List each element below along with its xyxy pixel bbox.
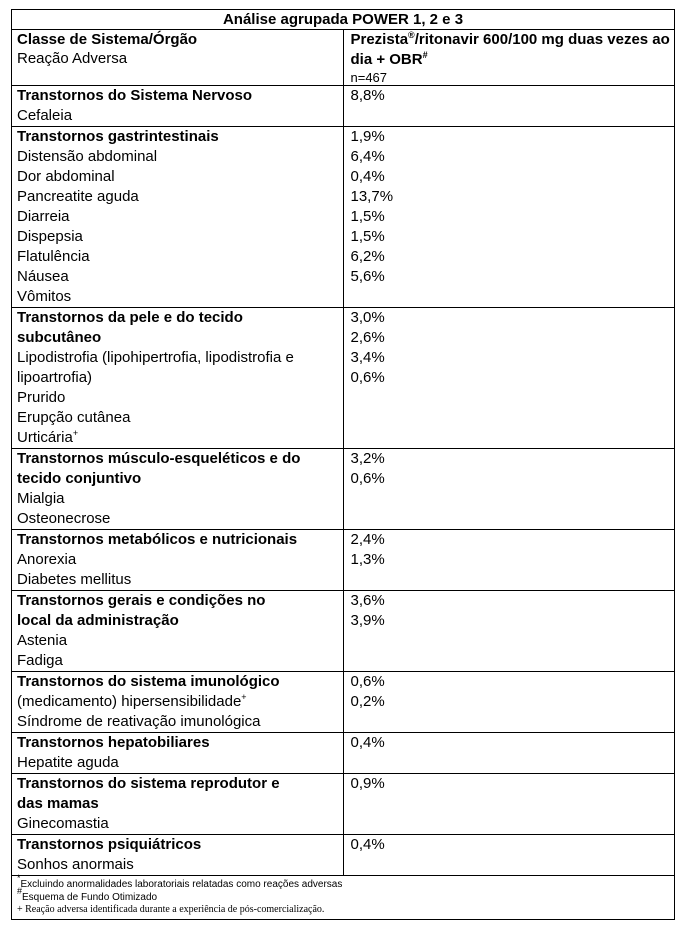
category-title: Transtornos gerais e condições no	[17, 592, 266, 609]
category-group-row	[12, 835, 675, 876]
category-title: Transtornos gastrintestinais	[17, 128, 219, 145]
reaction-value: 2,4%	[350, 531, 385, 548]
reaction-value: 6,4%	[350, 148, 385, 165]
reaction-value: 0,6%	[350, 369, 385, 386]
reaction-name-line: Náusea	[17, 268, 69, 285]
reaction-name	[17, 550, 343, 570]
reaction-value: 8,8%	[350, 87, 385, 104]
value-cell	[343, 530, 675, 591]
plus-mark: +	[241, 692, 247, 702]
reaction-name	[17, 855, 343, 875]
category-cell	[12, 774, 344, 835]
category-title: Transtornos músculo-esqueléticos e do	[17, 450, 301, 467]
category-title: local da administração	[17, 612, 179, 629]
category-title: das mamas	[17, 795, 99, 812]
header-drug-label	[351, 31, 670, 68]
header-drug-name: Prezista	[350, 31, 409, 48]
footnote-line	[17, 886, 674, 904]
category-title: Transtornos do sistema reprodutor e	[17, 775, 280, 792]
reaction-name-line: Diarreia	[17, 208, 70, 225]
reaction-name	[17, 227, 343, 247]
reaction-name-line: lipoartrofia)	[17, 369, 93, 386]
category-cell	[12, 308, 344, 449]
table-title: Análise agrupada POWER 1, 2 e 3	[12, 10, 675, 30]
category-title: Transtornos do Sistema Nervoso	[17, 87, 253, 104]
header-col2	[343, 30, 675, 86]
reaction-name-line: Dor abdominal	[17, 168, 115, 185]
reaction-name	[17, 753, 343, 773]
category-group-row	[12, 733, 675, 774]
reaction-name-line: Mialgia	[17, 490, 65, 507]
footnotes-cell	[12, 873, 675, 920]
reaction-name	[17, 388, 343, 408]
category-group-row	[12, 449, 675, 530]
reaction-name	[17, 187, 343, 207]
reaction-name	[17, 489, 343, 509]
plus-mark: +	[72, 428, 79, 438]
reaction-value: 0,4%	[350, 168, 385, 185]
category-cell	[12, 591, 344, 672]
header-reaction-label: Reação Adversa	[17, 50, 128, 67]
reaction-name-line: Erupção cutânea	[17, 409, 131, 426]
reaction-name-line: Hepatite aguda	[17, 754, 119, 771]
category-cell	[12, 449, 344, 530]
reaction-name	[17, 287, 343, 307]
category-group-row	[12, 591, 675, 672]
value-cell	[343, 308, 675, 449]
category-title: Transtornos metabólicos e nutricionais	[17, 531, 298, 548]
reaction-value: 13,7%	[350, 188, 394, 205]
footnote-mark: #	[17, 886, 23, 896]
reaction-name	[17, 348, 343, 388]
value-cell	[343, 449, 675, 530]
reaction-name	[17, 570, 343, 590]
value-cell	[343, 591, 675, 672]
category-title: Transtornos da pele e do tecido	[17, 309, 243, 326]
reaction-name-line: Diabetes mellitus	[17, 571, 132, 588]
category-group-row	[12, 774, 675, 835]
category-group-row	[12, 308, 675, 449]
reaction-name	[17, 106, 343, 126]
adverse-reactions-table	[11, 9, 675, 920]
hash-mark: #	[422, 50, 428, 60]
footnote-text: Excluindo anormalidades laboratoriais relatadas como reações adversas	[20, 879, 343, 890]
header-drug-regimen: /ritonavir 600/100 mg duas vezes ao dia + OBR	[350, 31, 670, 68]
value-cell	[343, 835, 675, 876]
reaction-name-line: Anorexia	[17, 551, 77, 568]
category-group-row	[12, 86, 675, 127]
category-title: subcutâneo	[17, 329, 102, 346]
reaction-name-line: Osteonecrose	[17, 510, 111, 527]
reaction-name	[17, 814, 343, 834]
value-cell	[343, 733, 675, 774]
reaction-value: 1,5%	[350, 228, 385, 245]
title-row	[12, 10, 675, 30]
category-title: tecido conjuntivo	[17, 470, 142, 487]
reaction-value: 3,6%	[350, 592, 385, 609]
reaction-name	[17, 651, 343, 671]
reaction-value: 1,3%	[350, 551, 385, 568]
category-title: Transtornos hepatobiliares	[17, 734, 210, 751]
category-group-row	[12, 672, 675, 733]
category-cell	[12, 733, 344, 774]
header-n: n=467	[350, 70, 388, 85]
category-cell	[12, 672, 344, 733]
reaction-name-line: Distensão abdominal	[17, 148, 158, 165]
reaction-name-line: Fadiga	[17, 652, 63, 669]
header-row	[12, 30, 675, 86]
reaction-name-line: Urticária+	[17, 428, 79, 446]
reaction-name	[17, 247, 343, 267]
reaction-name-line: Sonhos anormais	[17, 856, 134, 873]
reaction-value: 2,6%	[350, 329, 385, 346]
value-cell	[343, 672, 675, 733]
reaction-value: 3,0%	[350, 309, 385, 326]
category-group-row	[12, 530, 675, 591]
value-cell	[343, 127, 675, 308]
reaction-name-line: Astenia	[17, 632, 68, 649]
registered-mark: ®	[408, 30, 415, 40]
reaction-name-line: Ginecomastia	[17, 815, 109, 832]
reaction-value: 0,2%	[350, 693, 385, 710]
reaction-value: 0,4%	[350, 734, 385, 751]
reaction-value: 3,4%	[350, 349, 385, 366]
reaction-value: 5,6%	[350, 268, 385, 285]
category-group-row	[12, 127, 675, 308]
reaction-name-line: Síndrome de reativação imunológica	[17, 713, 261, 730]
reaction-value: 6,2%	[350, 248, 385, 265]
category-title: Transtornos do sistema imunológico	[17, 673, 280, 690]
category-cell	[12, 127, 344, 308]
reaction-name	[17, 712, 343, 732]
reaction-name	[17, 267, 343, 287]
reaction-name-line: (medicamento) hipersensibilidade+	[17, 692, 247, 710]
reaction-value: 1,9%	[350, 128, 385, 145]
reaction-name	[17, 509, 343, 529]
reaction-value: 0,6%	[350, 470, 385, 487]
category-title: Transtornos psiquiátricos	[17, 836, 202, 853]
reaction-name	[17, 147, 343, 167]
reaction-value: 3,9%	[350, 612, 385, 629]
reaction-name-line: Lipodistrofia (lipohipertrofia, lipodistrofia e	[17, 349, 294, 366]
footnote-text: + Reação adversa identificada durante a experiência de pós-comercialização.	[17, 904, 325, 915]
footnote-mark: *	[17, 873, 21, 883]
adverse-reactions-table-frame	[11, 9, 675, 920]
value-cell	[343, 86, 675, 127]
reaction-name	[17, 408, 343, 428]
value-cell	[343, 774, 675, 835]
reaction-name-line: Vômitos	[17, 288, 72, 305]
reaction-name-line: Cefaleia	[17, 107, 73, 124]
reaction-value: 0,6%	[350, 673, 385, 690]
category-cell	[12, 86, 344, 127]
reaction-value: 0,9%	[350, 775, 385, 792]
reaction-name	[17, 207, 343, 227]
reaction-value: 1,5%	[350, 208, 385, 225]
category-cell	[12, 530, 344, 591]
reaction-name-line: Prurido	[17, 389, 66, 406]
reaction-value: 0,4%	[350, 836, 385, 853]
reaction-name-line: Pancreatite aguda	[17, 188, 139, 205]
footnotes-row	[12, 876, 675, 920]
footnote-text: Esquema de Fundo Otimizado	[22, 892, 158, 903]
header-col1	[12, 30, 344, 86]
category-cell	[12, 835, 344, 876]
reaction-name	[17, 631, 343, 651]
reaction-name-line: Flatulência	[17, 248, 90, 265]
reaction-name	[17, 428, 343, 448]
footnote-line	[17, 873, 674, 891]
reaction-name	[17, 692, 343, 712]
reaction-name-line: Dispepsia	[17, 228, 83, 245]
reaction-value: 3,2%	[350, 450, 385, 467]
header-class-label: Classe de Sistema/Órgão	[17, 31, 198, 48]
reaction-name	[17, 167, 343, 187]
footnote-line	[17, 904, 674, 916]
